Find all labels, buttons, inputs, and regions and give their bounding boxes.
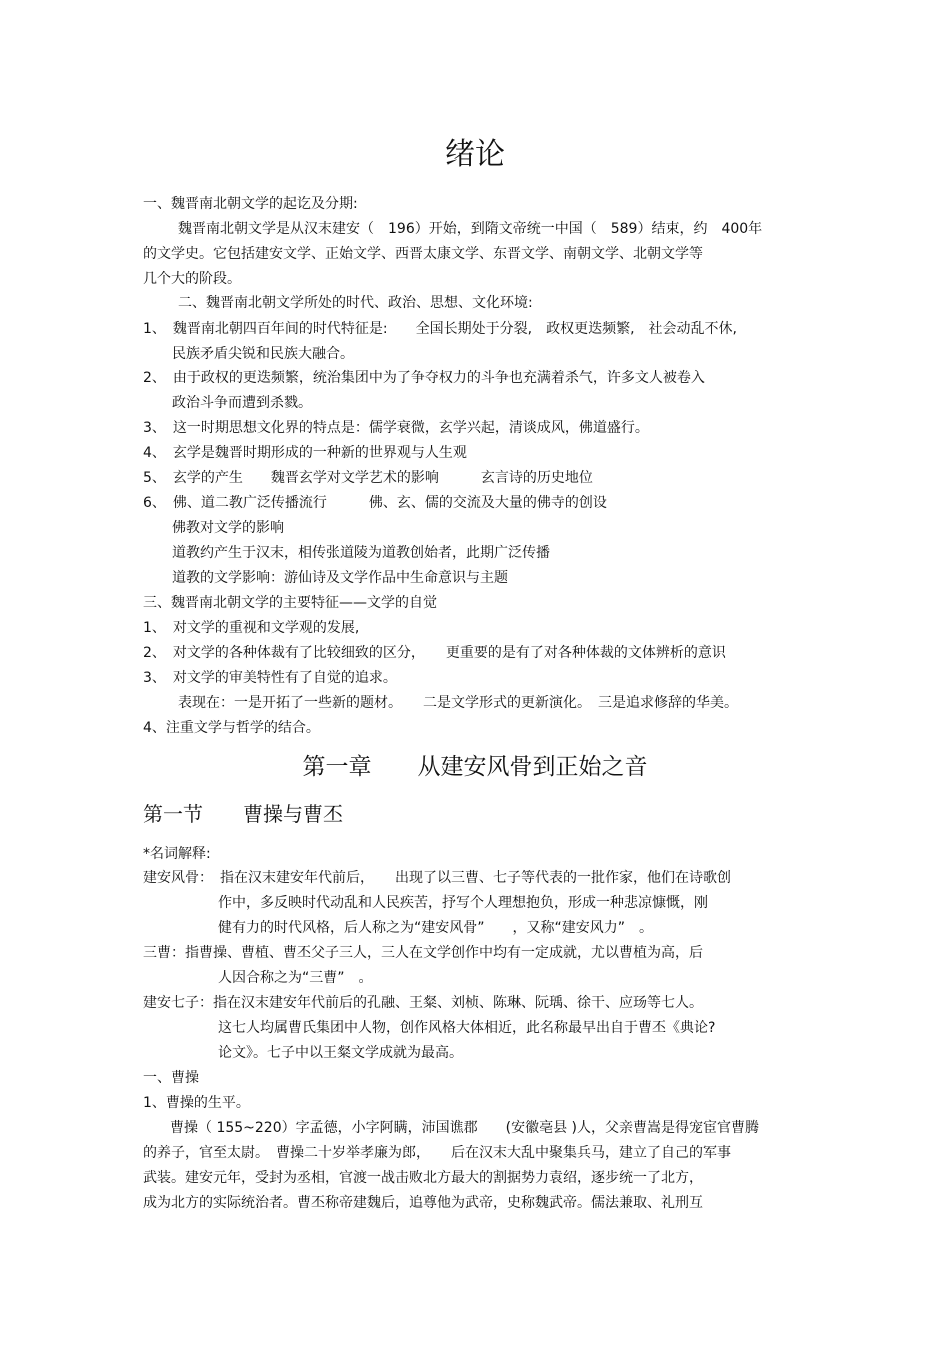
list-item-continuation: 民族矛盾尖锐和民族大融合。 — [172, 346, 354, 362]
list-item: 2、 由于政权的更迭频繁，统治集团中为了争夺权力的斗争也充满着杀气，许多文人被卷入 — [143, 370, 705, 386]
term-definition: 建安风骨： 指在汉末建安年代前后， 出现了以三曹、七子等代表的一批作家，他们在诗歌创 — [143, 870, 731, 886]
paragraph-line: 的文学史。它包括建安文学、正始文学、西晋太康文学、东晋文学、南朝文学、北朝文学等 — [143, 246, 703, 262]
list-item-continuation: 道教约产生于汉末，相传张道陵为道教创始者，此期广泛传播 — [172, 545, 550, 561]
paragraph-line: 的养子，官至太尉。 曹操二十岁举孝廉为郎， 后在汉末大乱中聚集兵马，建立了自己的军事 — [143, 1145, 731, 1161]
term-definition-continuation: 健有力的时代风格，后人称之为“建安风骨” ，又称“建安风力” 。 — [218, 920, 654, 936]
list-item: 4、注重文学与哲学的结合。 — [143, 720, 320, 736]
list-item: 6、 佛、道二教广泛传播流行 佛、玄、儒的交流及大量的佛寺的创设 — [143, 495, 607, 511]
term-definition-continuation: 人因合称之为“三曹” 。 — [218, 970, 373, 986]
chapter-title: 第一章 从建安风骨到正始之音 — [302, 754, 648, 780]
paragraph-line: 成为北方的实际统治者。曹丕称帝建魏后，追尊他为武帝，史称魏武帝。儒法兼取、礼刑互 — [143, 1195, 703, 1211]
subsection-heading: 一、曹操 — [143, 1070, 199, 1086]
term-definition-continuation: 论文》。七子中以王粲文学成就为最高。 — [218, 1045, 463, 1061]
term-definition-continuation: 作中，多反映时代动乱和人民疾苦，抒写个人理想抱负，形成一种悲凉慷慨，刚 — [218, 895, 708, 911]
page-title: 绪论 — [445, 137, 505, 172]
list-item: 1、 魏晋南北朝四百年间的时代特征是: 全国长期处于分裂, 政权更迭频繁, 社会动乱不休, — [143, 321, 737, 337]
list-item-continuation: 政治斗争而遭到杀戮。 — [172, 395, 312, 411]
intro-heading-3: 三、魏晋南北朝文学的主要特征——文学的自觉 — [143, 595, 437, 611]
term-definition-continuation: 这七人均属曹氏集团中人物，创作风格大体相近，此名称最早出自于曹丕《典论? — [218, 1020, 716, 1036]
list-item-continuation: 佛教对文学的影响 — [172, 520, 284, 536]
term-definition: 建安七子：指在汉末建安年代前后的孔融、王粲、刘桢、陈琳、阮瑀、徐干、应玚等七人。 — [143, 995, 703, 1011]
list-item-continuation: 道教的文学影响：游仙诗及文学作品中生命意识与主题 — [172, 570, 508, 586]
list-item: 3、 这一时期思想文化界的特点是：儒学衰微，玄学兴起，清谈成风，佛道盛行。 — [143, 420, 649, 436]
list-item: 5、 玄学的产生 魏晋玄学对文学艺术的影响 玄言诗的历史地位 — [143, 470, 593, 486]
subsection-heading: 1、曹操的生平。 — [143, 1095, 250, 1111]
list-item: 2、 对文学的各种体裁有了比较细致的区分， 更重要的是有了对各种体裁的文体辨析的意识 — [143, 645, 726, 661]
section-title: 第一节 曹操与曹丕 — [143, 802, 343, 826]
paragraph-line: 曹操（ 155~220）字孟德，小字阿瞒，沛国谯郡 (安徽亳县 )人，父亲曹嵩是得宠宦官曹腾 — [170, 1120, 759, 1136]
list-item-continuation: 表现在：一是开拓了一些新的题材。 二是文学形式的更新演化。 三是追求修辞的华美。 — [178, 695, 738, 711]
paragraph-line: 武装。建安元年，受封为丞相，官渡一战击败北方最大的割据势力袁绍，逐步统一了北方， — [143, 1170, 703, 1186]
paragraph-line: 几个大的阶段。 — [143, 271, 241, 287]
intro-heading-2: 二、魏晋南北朝文学所处的时代、政治、思想、文化环境: — [178, 295, 533, 311]
list-item: 1、 对文学的重视和文学观的发展, — [143, 620, 360, 636]
list-item: 3、 对文学的审美特性有了自觉的追求。 — [143, 670, 397, 686]
term-definition: 三曹：指曹操、曹植、曹丕父子三人，三人在文学创作中均有一定成就，尤以曹植为高，后 — [143, 945, 703, 961]
term-heading: *名词解释: — [143, 846, 211, 862]
intro-heading-1: 一、魏晋南北朝文学的起讫及分期: — [143, 196, 358, 212]
paragraph-line: 魏晋南北朝文学是从汉末建安（ 196）开始，到隋文帝统一中国（ 589）结束，约 400年 — [178, 221, 763, 237]
list-item: 4、 玄学是魏晋时期形成的一种新的世界观与人生观 — [143, 445, 467, 461]
